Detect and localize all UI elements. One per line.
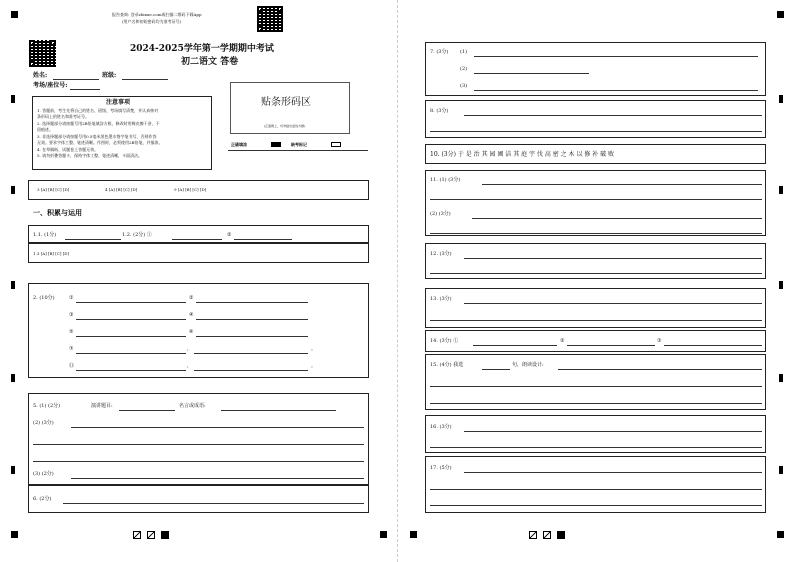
q5-part2-label: (2) (3分) [33, 420, 54, 426]
notice-line: 留痕迹。 [37, 127, 53, 132]
q7-1-label: (1) [460, 49, 468, 55]
qr-code-left [29, 40, 56, 67]
q1-1-label: 1.1. (1分) [33, 232, 57, 238]
timing-mark [779, 186, 783, 194]
q15-line[interactable] [558, 369, 762, 370]
q5-quote-label: 名言或成语: [179, 403, 206, 409]
q2-mark: ③ [69, 312, 74, 318]
q14-box [425, 330, 766, 352]
q5-part3-label: (3) (2分) [33, 471, 54, 477]
timing-mark [11, 466, 15, 474]
q2-line[interactable] [76, 353, 186, 354]
q5-part3-line[interactable] [71, 478, 364, 479]
qr-code-top [257, 6, 283, 32]
q2-box [28, 283, 369, 378]
q8-label: 8. (3分) [430, 108, 449, 114]
footer-mark [133, 531, 141, 539]
q2-line[interactable] [194, 370, 308, 371]
q15-box [425, 354, 766, 410]
q5-topic-label: 演讲题目: [91, 403, 113, 409]
name-label: 姓名: [33, 72, 48, 79]
notice-line: 5. 请勿折叠答题卡，保持字体工整、笔迹清晰，卡面清洁。 [37, 153, 143, 158]
absent-label: 缺考标记 [291, 142, 307, 147]
corner-mark-bl [11, 531, 18, 538]
corner-mark-ml [380, 531, 387, 538]
q2-mark: ⑤ [69, 329, 74, 335]
timing-mark [779, 374, 783, 382]
q13-label: 13. (3分) [430, 296, 452, 302]
q12-box [425, 243, 766, 279]
q6-line[interactable] [63, 503, 364, 504]
q2-line[interactable] [196, 336, 308, 337]
q11-1-line[interactable] [482, 184, 762, 185]
q7-2-line[interactable] [474, 73, 589, 74]
seat-label: 考场/座位号: [33, 82, 68, 89]
footer-mark [543, 531, 551, 539]
q2-line[interactable] [76, 319, 186, 320]
seat-field[interactable] [70, 89, 100, 90]
q7-box [425, 42, 766, 96]
name-field[interactable] [53, 79, 99, 80]
q12-label: 12. (3分) [430, 251, 452, 257]
footer-mark [161, 531, 169, 539]
q2-line[interactable] [76, 336, 186, 337]
notice-line: 无效。要求字体工整、笔迹清晰。作图时，必须使用2B铅笔，并描浓。 [37, 140, 163, 145]
notice-line: 1. 答题前，考生先将自己的姓名、班级、考场填写清楚，并认真核对 [37, 108, 159, 113]
absent-box[interactable] [331, 142, 341, 147]
q7-3-line[interactable] [474, 90, 758, 91]
q1-2-circle-b: ② [227, 232, 232, 238]
timing-mark [779, 466, 783, 474]
q8-line[interactable] [430, 131, 762, 132]
q2-mark: ⑪ [69, 363, 75, 369]
q14-circle-2: ② [560, 338, 565, 344]
q2-line[interactable] [196, 302, 308, 303]
q6-label: 6. (2分) [33, 496, 52, 502]
q5-topic-line[interactable] [119, 410, 175, 411]
class-label: 班级: [102, 72, 117, 79]
q2-mark: ⑥ [189, 329, 194, 335]
notice-title: 注意事项 [106, 99, 131, 106]
q8-line[interactable] [464, 115, 762, 116]
q5-part2-line[interactable] [33, 461, 364, 462]
corner-mark-tl [11, 11, 18, 18]
q11-box [425, 170, 766, 236]
q1-box [28, 225, 369, 243]
choice-q9[interactable]: 9 [A] [B] [C] [D] [174, 187, 207, 192]
exam-subtitle: 初二语文 答卷 [181, 57, 239, 67]
q1-2-label: 1.2. (2分) ① [122, 232, 152, 238]
q5-box [28, 393, 369, 485]
q11-2-line[interactable] [430, 233, 762, 234]
timing-mark [11, 281, 15, 289]
timing-mark [11, 95, 15, 103]
choice-row-box [28, 180, 369, 200]
q1-2-line-b[interactable] [234, 239, 292, 240]
timing-mark [779, 281, 783, 289]
notice-line: 2. 选择题部分请按题号用2B铅笔填涂方框，修改时用橡皮擦干净，不 [37, 121, 160, 126]
fill-sample-label: 正确填涂 [231, 142, 247, 147]
q16-label: 16. (3分) [430, 424, 452, 430]
class-field[interactable] [122, 79, 168, 80]
q17-line[interactable] [430, 505, 762, 506]
q17-line[interactable] [464, 472, 762, 473]
q14-label: 14. (3分) ① [430, 338, 459, 344]
q16-box [425, 415, 766, 453]
notice-line: 3. 非选择题部分请按题号用0.5毫米黑色墨水签字笔书写，否则作答 [37, 134, 157, 139]
q8-box [425, 100, 766, 138]
corner-mark-br [777, 531, 784, 538]
q14-line-3[interactable] [664, 345, 762, 346]
q2-line[interactable] [194, 353, 308, 354]
page-divider [397, 0, 398, 562]
corner-mark-tr [777, 11, 784, 18]
q7-2-label: (2) [460, 66, 468, 72]
q14-line-1[interactable] [473, 345, 557, 346]
q11-1-line[interactable] [430, 199, 762, 200]
barcode-label: 贴条形码区 [261, 97, 311, 108]
q17-box [425, 456, 766, 513]
q2-mark: ② [189, 295, 194, 301]
q16-line[interactable] [430, 447, 762, 448]
q17-line[interactable] [430, 489, 762, 490]
timing-mark [779, 95, 783, 103]
choice-q4[interactable]: 4 [A] [B] [C] [D] [105, 187, 138, 192]
q7-label: 7. (3分) [430, 49, 449, 55]
q2-mark: ④ [189, 312, 194, 318]
fill-sample-mark [271, 142, 281, 147]
q5-part2-line[interactable] [33, 444, 364, 445]
notice-line: 4. 在草稿纸、试题卷上答题无效。 [37, 147, 99, 152]
q2-line[interactable] [76, 370, 186, 371]
q13-box [425, 288, 766, 328]
q2-mark: ⑦ [69, 346, 74, 352]
notice-line: 条形码上的姓名和准考证号。 [37, 114, 89, 119]
q7-1-line[interactable] [474, 56, 758, 57]
q2-mark: 。 [311, 363, 317, 369]
q14-line-2[interactable] [567, 345, 655, 346]
q13-line[interactable] [464, 303, 762, 304]
timing-mark [11, 374, 15, 382]
q11-2-label: (2) (3分) [430, 211, 451, 217]
q2-mark: 。 [311, 346, 317, 352]
q5-quote-line[interactable] [221, 410, 336, 411]
barcode-hint: (正面朝上，切勿贴出虚线方框) [264, 124, 306, 128]
q15-design-label: 句，朗读设计: [512, 362, 544, 368]
q1-1-line[interactable] [65, 239, 121, 240]
q17-label: 17. (5分) [430, 465, 452, 471]
q7-3-label: (3) [460, 83, 468, 89]
section1-title: 一、积累与运用 [33, 208, 82, 217]
q15-label: 15. (4分) 我选 [430, 362, 464, 368]
q2-mark: ， [187, 363, 193, 369]
timing-mark [11, 186, 15, 194]
notice-box [32, 96, 212, 170]
choice-q1-3[interactable]: 1.3 [A] [B] [C] [D] [33, 251, 70, 256]
q5-part2-line[interactable] [71, 427, 364, 428]
report-notice-line1: 报告查询: 登录zhixue.com或扫描二维码下载App [112, 12, 202, 17]
exam-title: 2024-2025学年第一学期期中考试 [130, 44, 274, 54]
q15-line[interactable] [430, 386, 762, 387]
q15-choice-line[interactable] [482, 369, 510, 370]
report-notice-line2: (用户名和初始密码均为准考证号) [122, 19, 182, 24]
q2-mark: ① [69, 295, 74, 301]
q15-line[interactable] [430, 403, 762, 404]
q10-box [425, 144, 766, 164]
q10-text[interactable]: 10. (3分) 于 是 治 其 园 圃 洁 其 庭 宇 伐 高 密 之 木 以 修 补 破 败 [430, 151, 615, 158]
corner-mark-mr [410, 531, 417, 538]
q2-mark: ， [187, 346, 193, 352]
q2-line[interactable] [76, 302, 186, 303]
q11-1-label: 11. (1) (3分) [430, 177, 461, 183]
q11-2-line[interactable] [472, 218, 762, 219]
q2-line[interactable] [196, 319, 308, 320]
q13-line[interactable] [430, 320, 762, 321]
q12-line[interactable] [464, 258, 762, 259]
q14-circle-3: ③ [657, 338, 662, 344]
barcode-area [230, 82, 350, 134]
choice-q3[interactable]: 3 [A] [B] [C] [D] [37, 187, 70, 192]
footer-mark [557, 531, 565, 539]
q1-3-box [28, 243, 369, 263]
footer-mark [529, 531, 537, 539]
q6-box [28, 485, 369, 513]
q5-label: 5. (1) (2分) [33, 403, 61, 409]
q16-line[interactable] [464, 431, 762, 432]
q12-line[interactable] [430, 273, 762, 274]
q2-label: 2. (10分) [33, 295, 55, 301]
footer-mark [147, 531, 155, 539]
barcode-sep [228, 150, 368, 151]
q1-2-line-a[interactable] [172, 239, 222, 240]
